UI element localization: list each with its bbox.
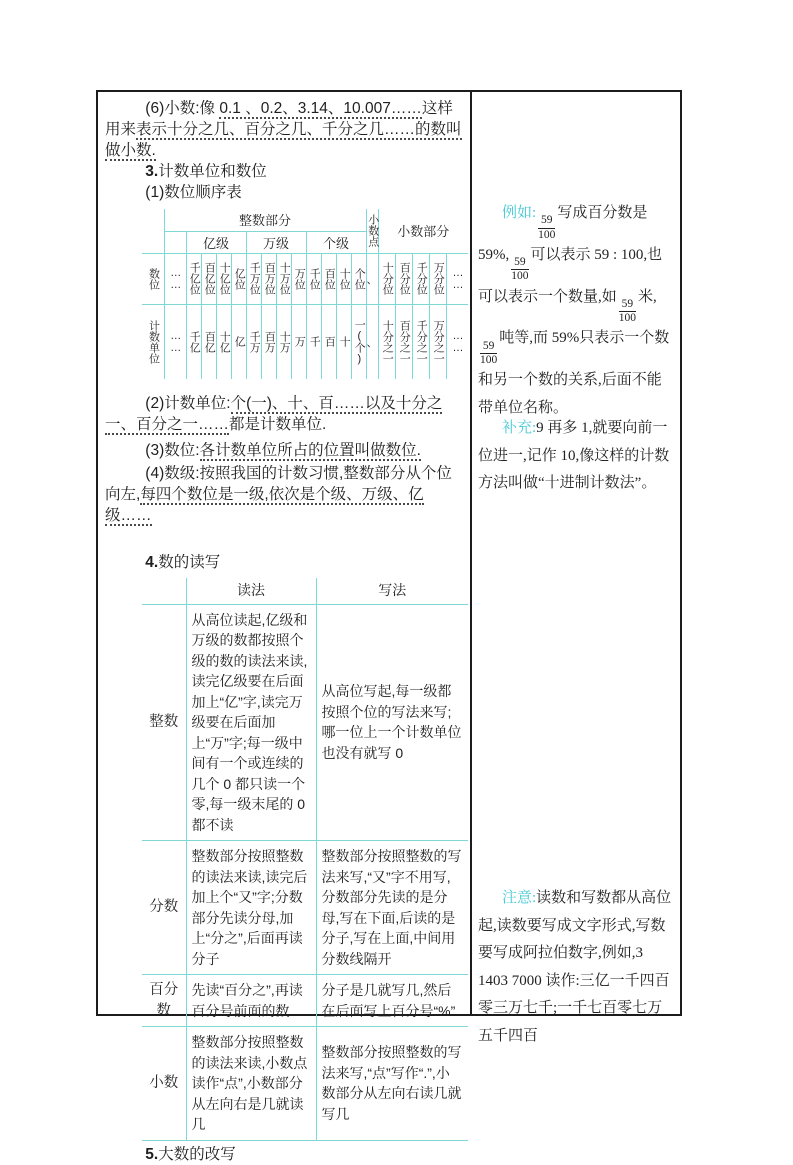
text-segment: (3)数位: (145, 441, 200, 459)
fraction-numerator: 59 (511, 256, 528, 270)
pv-digit-cell: 亿位 (231, 253, 246, 304)
rw-decimal-writing: 整数部分按照整数的写法来写,“点”写作“.”,小数部分从左向右读几就写几 (316, 1027, 468, 1141)
rw-row-label-integer: 整数 (142, 604, 186, 841)
fraction-denominator: 100 (538, 228, 556, 241)
pv-decimal-digit-cell: 万分位 (429, 253, 446, 304)
text-segment: 米, (638, 288, 657, 305)
pv-unit-cell: 千 (306, 304, 321, 379)
text-segment: 0.1 、0.2、3.14、10.007…… (219, 100, 422, 117)
text-segment: 数的读写 (158, 553, 221, 571)
pv-decimal-digit-cell: 十分位 (378, 253, 395, 304)
note-supplement (478, 415, 672, 498)
note-supplement-body: 9 再多 1,就要向前一位进一,记作 10,像这样的计数方法叫做“十进制计数法”。 (478, 420, 670, 491)
pv-digit-cell: 千亿位 (186, 253, 201, 304)
pv-row-label-digit: 数位 (142, 253, 164, 304)
note-notice-body: 读数和写数都从高位起,读数要写成文字形式,写数要写成阿拉伯数字,例如,3 1403 7000 读作:三亿一千四百零三万七千;一千七百零七万五千四百 (478, 890, 672, 1044)
place-value-table (142, 209, 468, 379)
margin-notes-column (470, 92, 680, 1044)
pv-digit-cell: 百位 (321, 253, 336, 304)
pv-digit-cell: 十万位 (276, 253, 291, 304)
fraction (511, 256, 528, 283)
pv-level-wan: 万级 (246, 231, 306, 253)
pv-unit-cell: 十 (336, 304, 351, 379)
fraction-denominator: 100 (511, 270, 529, 283)
text-segment: (2)计数单位: (145, 394, 231, 412)
pv-unit-cell: 百 (321, 304, 336, 379)
text-segment: 计数单位和数位 (158, 163, 267, 180)
fraction-numerator: 59 (480, 340, 497, 354)
heading-rewriting-large-numbers (105, 1144, 466, 1165)
pv-unit-cell: 百亿 (201, 304, 216, 379)
pv-ellipsis: …… (164, 304, 186, 379)
text-segment: 大数的改写 (158, 1145, 236, 1163)
pv-unit-cell: 百万 (261, 304, 276, 379)
text-segment: 都是计数单位. (229, 415, 327, 433)
pv-digit-cell: 千位 (306, 253, 321, 304)
pv-decimal-point-mark: 、 (366, 253, 378, 304)
rw-row-label-fraction: 分数 (142, 841, 186, 975)
pv-decimal-unit-cell: 千分之一 (412, 304, 429, 379)
pv-digit-cell: 百亿位 (201, 253, 216, 304)
rw-percentage-reading: 先读“百分之”,再读百分号前面的数 (186, 975, 316, 1027)
rw-percentage-writing: 分子是几就写几,然后在后面写上百分号“%” (316, 975, 468, 1027)
pv-decimal-digit-cell: 百分位 (395, 253, 412, 304)
pv-ellipsis: …… (446, 304, 468, 379)
note-example-label: 例如: (502, 205, 537, 221)
pv-digit-cell: 十亿位 (216, 253, 231, 304)
pv-unit-cell: 千万 (246, 304, 261, 379)
rw-decimal-reading: 整数部分按照整数的读法来读,小数点读作“点”,小数部分从左向右是几就读几 (186, 1027, 316, 1141)
note-example-body (478, 205, 669, 416)
pv-decimal-digit-cell: 千分位 (412, 253, 429, 304)
rw-row-label-decimal: 小数 (142, 1027, 186, 1141)
text-segment: 个(一)、十、百……以及十分之一、百分之一…… (105, 394, 443, 433)
pv-decimal-point-mark: 、 (366, 304, 378, 379)
fraction-denominator: 100 (480, 353, 498, 366)
pv-decimal-part-header: 小数部分 (378, 209, 468, 253)
text-segment: 5. (145, 1145, 159, 1163)
paragraph-digit-place (105, 440, 466, 461)
note-supplement-label: 补充: (502, 420, 537, 436)
fraction (480, 340, 497, 367)
page-frame (96, 90, 682, 1163)
pv-corner-cell (142, 209, 164, 253)
pv-unit-cell: 亿 (231, 304, 246, 379)
pv-level-spacer (164, 231, 186, 253)
pv-unit-cell: 万 (291, 304, 306, 379)
pv-decimal-point-header: 小数点 (366, 209, 378, 253)
subheading-place-value-chart (105, 182, 466, 203)
text-segment: (4)数级:按照我国的计数习惯,整数部分从个位向左, (105, 464, 452, 503)
fraction (538, 214, 555, 241)
rw-fraction-writing: 整数部分按照整数的写法来写,“又”字不用写,分数部分先读的是分母,写在下面,后读的是分子,写在上面,中间用分数线隔开 (316, 841, 468, 975)
note-notice-label: 注意: (502, 890, 537, 906)
text-segment: 各计数单位所占的位置叫做数位. (199, 441, 421, 459)
text-segment: 可以表示 59 : 100,也可以表示一个数量,如 (478, 246, 663, 305)
paragraph-decimal-definition (105, 98, 466, 161)
text-segment: 吨等,而 59%只表示一个数和另一个数的关系,后面不能带单位名称。 (478, 330, 670, 416)
paragraph-counting-unit (105, 393, 466, 435)
heading-counting-units-and-places (105, 161, 466, 182)
pv-unit-cell: 千亿 (186, 304, 201, 379)
rw-header-writing: 写法 (316, 578, 468, 605)
pv-decimal-unit-cell: 万分之一 (429, 304, 446, 379)
pv-digit-cell: 千万位 (246, 253, 261, 304)
text-segment: 每四个数位是一级,依次是个级、万级、亿级…… (105, 485, 424, 524)
rw-fraction-reading: 整数部分按照整数的读法来读,读完后加上个“又”字;分数部分先读分母,加上“分之”,后面再读分子 (186, 841, 316, 975)
pv-row-label-unit: 计数单位 (142, 304, 164, 379)
pv-digit-cell: 百万位 (261, 253, 276, 304)
paragraph-number-level (105, 463, 466, 526)
pv-unit-cell: 十万 (276, 304, 291, 379)
note-example (478, 200, 672, 422)
rw-row-label-percentage: 百分数 (142, 975, 186, 1027)
pv-decimal-unit-cell: 十分之一 (378, 304, 395, 379)
text-segment: (1)数位顺序表 (145, 184, 242, 201)
text-segment: 3. (145, 163, 159, 180)
reading-writing-table (142, 578, 468, 1141)
fraction-numerator: 59 (538, 214, 555, 228)
note-notice (478, 885, 672, 1050)
rw-integer-writing: 从高位写起,每一级都按照个位的写法来写;哪一位上一个计数单位也没有就写 0 (316, 604, 468, 841)
text-segment: 写成百分数是 59%, (478, 205, 648, 263)
pv-level-yi: 亿级 (186, 231, 246, 253)
rw-corner-cell (142, 578, 186, 605)
pv-ellipsis: …… (446, 253, 468, 304)
pv-unit-cell: 十亿 (216, 304, 231, 379)
pv-digit-cell: 万位 (291, 253, 306, 304)
heading-reading-writing-numbers (105, 552, 466, 573)
pv-unit-cell: 一(个) (351, 304, 366, 379)
pv-integer-part-header: 整数部分 (164, 209, 366, 231)
text-segment: 4. (145, 553, 159, 571)
rw-integer-reading: 从高位读起,亿级和万级的数都按照个级的数的读法来读,读完亿级要在后面加上“亿”字,读完万级要在后面加上“万”字;每一级中间有一个或连续的几个 0 都只读一个零,每一级末尾的 0 都不读 (186, 604, 316, 841)
main-content-column (98, 92, 470, 1163)
text-segment: 表示十分之几、百分之几、千分之几……的数叫做小数. (105, 121, 462, 159)
text-segment: 这样用来 (105, 100, 453, 138)
pv-ellipsis: …… (164, 253, 186, 304)
fraction-numerator: 59 (619, 298, 636, 312)
fraction (619, 298, 636, 325)
pv-digit-cell: 十位 (336, 253, 351, 304)
pv-digit-cell: 个位 (351, 253, 366, 304)
fraction-denominator: 100 (618, 312, 637, 325)
rw-header-reading: 读法 (186, 578, 316, 605)
pv-level-ge: 个级 (306, 231, 366, 253)
text-segment: (6)小数:像 (145, 100, 220, 117)
pv-decimal-unit-cell: 百分之一 (395, 304, 412, 379)
